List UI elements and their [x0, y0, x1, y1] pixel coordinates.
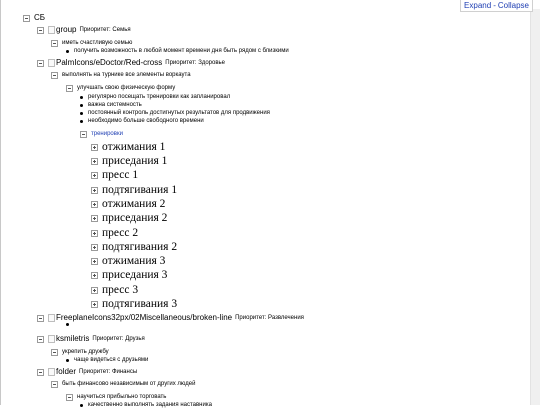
node-label: пресс 2 — [102, 227, 139, 239]
expand-toggle-icon[interactable] — [91, 187, 98, 194]
separator: - — [493, 1, 496, 10]
priority-label: Приоритет: Финансы — [79, 369, 138, 375]
bullet-icon — [80, 120, 83, 123]
tree-node[interactable] — [51, 71, 191, 79]
collapse-toggle-icon[interactable] — [51, 381, 58, 388]
node-label: отжимания 2 — [102, 198, 166, 210]
vertical-scrollbar[interactable] — [530, 9, 540, 405]
node-label: иметь счастливую семью — [62, 40, 133, 46]
tree-node-entertainment[interactable] — [37, 313, 304, 323]
exercise-node[interactable] — [91, 168, 138, 182]
expand-toggle-icon[interactable] — [91, 301, 98, 308]
tree-node[interactable] — [51, 380, 195, 388]
exercise-node[interactable] — [91, 226, 138, 240]
tree-node-finances[interactable] — [37, 367, 137, 377]
tree-node[interactable] — [66, 393, 166, 401]
tree-node-friends[interactable] — [37, 334, 145, 344]
expand-toggle-icon[interactable] — [91, 230, 98, 237]
tree-node-trainings[interactable] — [80, 130, 123, 138]
exercise-node[interactable] — [91, 283, 138, 297]
expand-collapse-bar — [460, 0, 533, 12]
expand-toggle-icon[interactable] — [91, 201, 98, 208]
image-alt-text: FreeplaneIcons32px/02Miscellaneous/broken-line — [56, 313, 233, 322]
node-label: подтягивания 2 — [102, 241, 178, 253]
exercise-node[interactable] — [91, 154, 167, 168]
expand-toggle-icon[interactable] — [91, 258, 98, 265]
expand-toggle-icon[interactable] — [91, 287, 98, 294]
expand-toggle-icon[interactable] — [91, 215, 98, 222]
bullet-icon — [66, 323, 69, 326]
image-alt-text: group — [56, 25, 77, 34]
list-item — [66, 323, 74, 326]
collapse-toggle-icon[interactable] — [51, 72, 58, 79]
image-alt-text: ksmiletris — [56, 334, 90, 343]
tree-node[interactable] — [51, 39, 132, 47]
list-item — [80, 101, 142, 109]
priority-label: Приоритет: Семья — [79, 27, 131, 33]
node-label: постоянный контроль достигнутых результатов для продвижения — [88, 110, 270, 116]
node-label: выполнять на турнике все элементы воркаута — [62, 72, 191, 78]
bullet-icon — [66, 50, 69, 53]
exercise-node[interactable] — [91, 254, 165, 268]
bullet-icon — [80, 96, 83, 99]
exercise-node[interactable] — [91, 297, 177, 311]
tree-node[interactable] — [66, 84, 175, 92]
expand-toggle-icon[interactable] — [91, 272, 98, 279]
node-label: необходимо больше свободного времени — [88, 118, 204, 124]
tree-node[interactable] — [51, 348, 109, 356]
collapse-toggle-icon[interactable] — [37, 27, 44, 34]
trainings-link[interactable]: тренировки — [91, 131, 123, 137]
exercise-node[interactable] — [91, 183, 177, 197]
node-label: качественно выполнять задания наставника — [88, 402, 212, 408]
collapse-toggle-icon[interactable] — [80, 131, 87, 138]
node-label: пресс 1 — [102, 169, 139, 181]
list-item — [66, 47, 289, 55]
expand-toggle-icon[interactable] — [91, 244, 98, 251]
node-label: пресс 3 — [102, 284, 139, 296]
list-item — [80, 93, 230, 101]
node-label: СБ — [34, 13, 46, 22]
priority-label: Приоритет: Друзья — [92, 336, 145, 342]
node-label: улучшать свою физическую форму — [77, 85, 176, 91]
collapse-toggle-icon[interactable] — [37, 336, 44, 343]
list-item — [80, 401, 212, 409]
bullet-icon — [80, 112, 83, 115]
list-item — [80, 117, 204, 125]
collapse-toggle-icon[interactable] — [66, 394, 73, 401]
list-item — [66, 356, 148, 364]
collapse-toggle-icon[interactable] — [37, 60, 44, 67]
collapse-toggle-icon[interactable] — [37, 315, 44, 322]
broken-image-icon — [48, 314, 55, 322]
node-label: быть финансово независимым от других людей — [62, 381, 196, 387]
node-label: подтягивания 3 — [102, 298, 178, 310]
collapse-toggle-icon[interactable] — [51, 40, 58, 47]
node-label: регулярно посещать тренировки как запланировал — [88, 94, 231, 100]
collapse-toggle-icon[interactable] — [51, 349, 58, 356]
expand-toggle-icon[interactable] — [91, 158, 98, 165]
exercise-node[interactable] — [91, 240, 177, 254]
collapse-link[interactable]: Collapse — [497, 1, 529, 10]
tree-node-health[interactable] — [37, 58, 225, 68]
tree-node-root[interactable] — [23, 13, 45, 23]
priority-label: Приоритет: Развлечения — [235, 315, 304, 321]
node-label: получить возможность в любой момент времени дня быть рядом с близкими — [74, 48, 289, 54]
expand-toggle-icon[interactable] — [91, 172, 98, 179]
broken-image-icon — [48, 368, 55, 376]
node-label: научиться прибыльно торговать — [77, 394, 167, 400]
node-label: важна системность — [88, 102, 142, 108]
broken-image-icon — [48, 335, 55, 343]
bullet-icon — [80, 104, 83, 107]
exercise-node[interactable] — [91, 197, 165, 211]
image-alt-text: folder — [56, 367, 77, 376]
exercise-node[interactable] — [91, 268, 167, 282]
collapse-toggle-icon[interactable] — [37, 369, 44, 376]
node-label: отжимания 1 — [102, 141, 166, 153]
broken-image-icon — [48, 59, 55, 67]
node-label: подтягивания 1 — [102, 184, 178, 196]
expand-link[interactable]: Expand — [464, 1, 492, 10]
node-label: приседания 1 — [102, 155, 168, 167]
bullet-icon — [80, 404, 83, 407]
collapse-toggle-icon[interactable] — [66, 85, 73, 92]
exercise-node[interactable] — [91, 140, 165, 154]
expand-toggle-icon[interactable] — [91, 144, 98, 151]
node-label: приседания 2 — [102, 212, 168, 224]
bullet-icon — [66, 359, 69, 362]
collapse-toggle-icon[interactable] — [23, 15, 30, 22]
tree-node-family[interactable] — [37, 25, 131, 35]
node-label: укрепить дружбу — [62, 349, 109, 355]
list-item — [80, 109, 270, 117]
node-label: чаще видеться с друзьями — [74, 357, 149, 363]
broken-image-icon — [48, 26, 55, 34]
exercise-node[interactable] — [91, 211, 167, 225]
priority-label: Приоритет: Здоровье — [165, 60, 225, 66]
image-alt-text: PalmIcons/eDoctor/Red-cross — [56, 58, 163, 67]
node-label: отжимания 3 — [102, 255, 166, 267]
node-label: приседания 3 — [102, 269, 168, 281]
